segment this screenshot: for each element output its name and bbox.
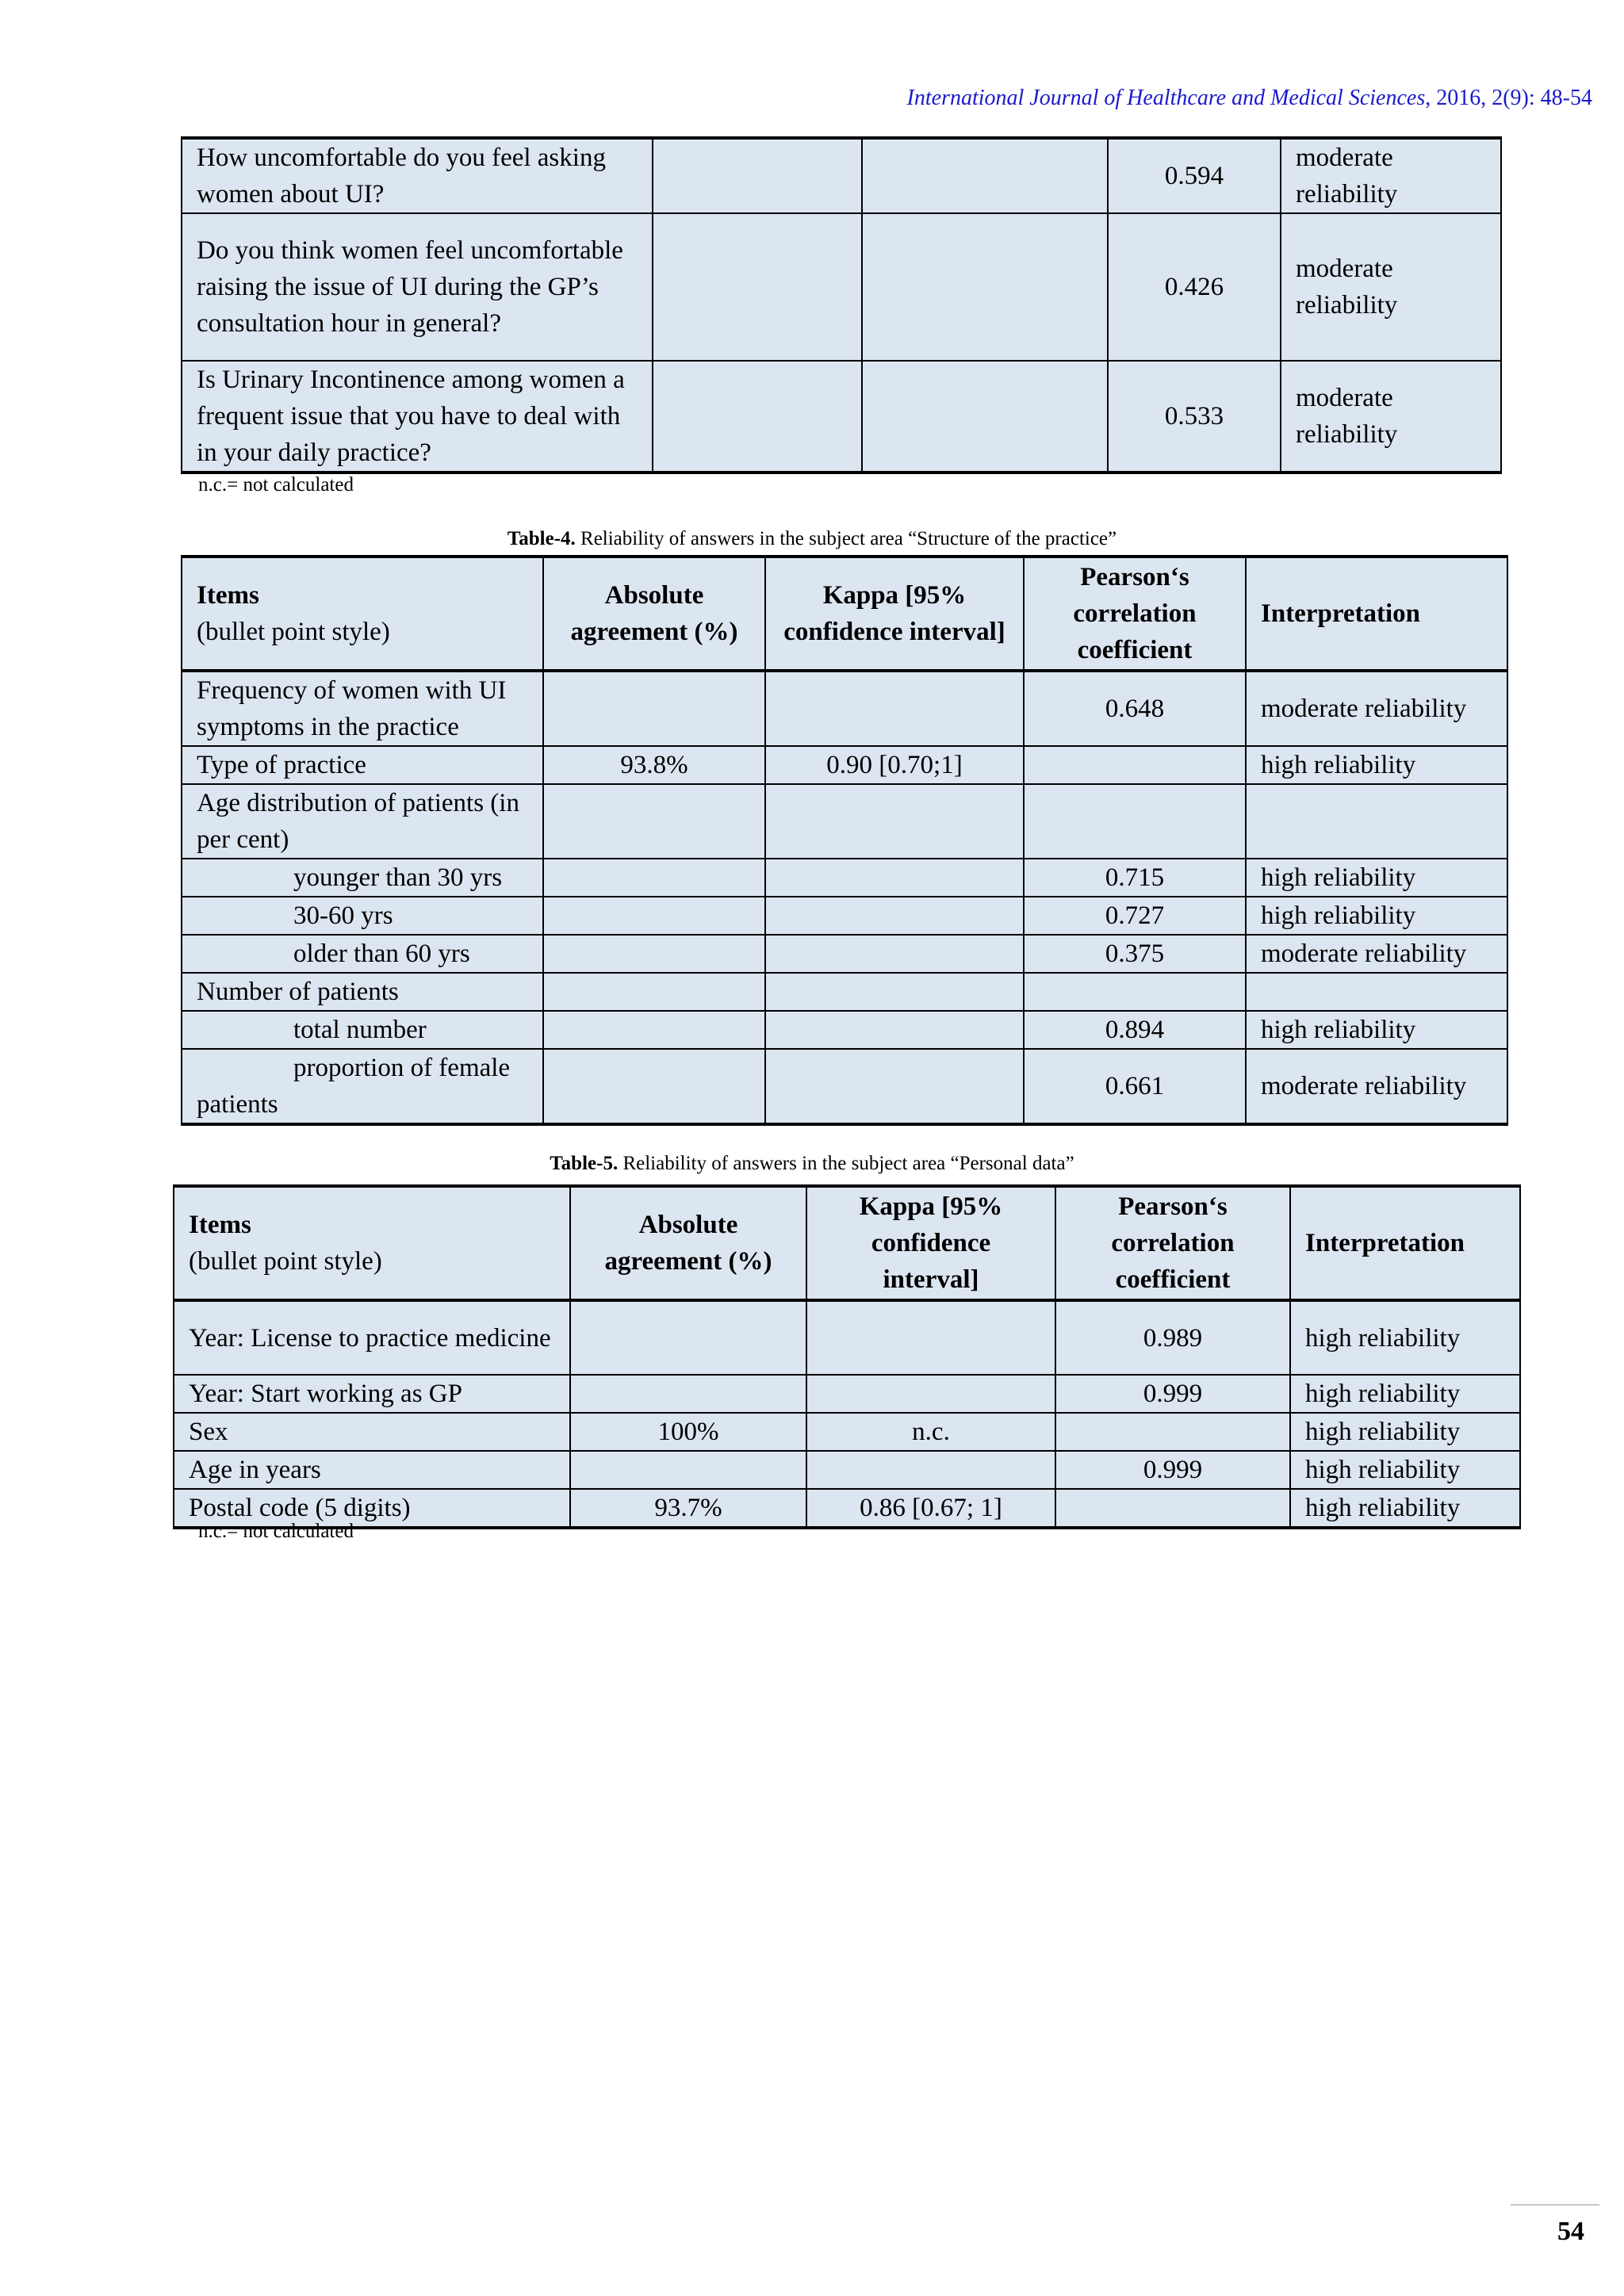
absolute-cell — [543, 859, 765, 897]
absolute-cell — [543, 1049, 765, 1124]
table-5-caption — [0, 1153, 1624, 1175]
interpretation-cell: high reliability — [1290, 1413, 1520, 1451]
item-cell: Do you think women feel uncomfortable raising the issue of UI during the GP’s consultation hour in general? — [182, 213, 653, 361]
table-row — [182, 935, 1507, 973]
absolute-cell — [653, 138, 862, 213]
interpretation-cell: high reliability — [1290, 1375, 1520, 1413]
interpretation-cell: moderate reliability — [1281, 361, 1501, 473]
pearson-header: Pearson‘s correlation coefficient — [1055, 1186, 1290, 1300]
item-cell: proportion of female patients — [182, 1049, 543, 1124]
items-subheader: (bullet point style) — [197, 618, 390, 646]
table-row — [182, 897, 1507, 935]
item-cell: Is Urinary Incontinence among women a frequent issue that you have to deal with in your daily practice? — [182, 361, 653, 473]
kappa-cell — [806, 1300, 1055, 1375]
interpretation-header: Interpretation — [1290, 1186, 1520, 1300]
kappa-cell — [806, 1375, 1055, 1413]
pearson-cell: 0.727 — [1024, 897, 1246, 935]
pearson-cell: 0.989 — [1055, 1300, 1290, 1375]
items-header: Items (bullet point style) — [174, 1186, 570, 1300]
page-number: 54 — [1557, 2217, 1584, 2246]
pearson-cell: 0.999 — [1055, 1451, 1290, 1489]
interpretation-cell: moderate reliability — [1246, 935, 1507, 973]
absolute-cell: 93.8% — [543, 746, 765, 784]
table-row — [182, 784, 1507, 859]
pearson-cell — [1024, 746, 1246, 784]
absolute-header: Absolute agreement (%) — [543, 557, 765, 671]
table-4-caption-text: Reliability of answers in the subject area “Structure of the practice” — [575, 528, 1117, 549]
item-cell: total number — [182, 1011, 543, 1049]
table-header-row — [182, 557, 1507, 671]
interpretation-header: Interpretation — [1246, 557, 1507, 671]
interpretation-cell — [1246, 973, 1507, 1011]
absolute-cell — [653, 361, 862, 473]
item-cell: Type of practice — [182, 746, 543, 784]
pearson-header: Pearson‘s correlation coefficient — [1024, 557, 1246, 671]
absolute-cell — [543, 1011, 765, 1049]
interpretation-cell: moderate reliability — [1281, 138, 1501, 213]
absolute-cell — [570, 1375, 806, 1413]
pearson-cell: 0.533 — [1108, 361, 1281, 473]
interpretation-cell — [1246, 784, 1507, 859]
pearson-cell: 0.594 — [1108, 138, 1281, 213]
kappa-cell: n.c. — [806, 1413, 1055, 1451]
item-cell: Frequency of women with UI symptoms in the practice — [182, 671, 543, 746]
journal-name: International Journal of Healthcare and Medical Sciences — [906, 86, 1426, 110]
kappa-cell — [765, 784, 1024, 859]
kappa-header: Kappa [95% confidence interval] — [765, 557, 1024, 671]
item-cell: older than 60 yrs — [182, 935, 543, 973]
pearson-cell: 0.999 — [1055, 1375, 1290, 1413]
item-cell: younger than 30 yrs — [182, 859, 543, 897]
item-cell: Year: Start working as GP — [174, 1375, 570, 1413]
absolute-cell — [543, 897, 765, 935]
absolute-cell — [543, 973, 765, 1011]
absolute-cell — [653, 213, 862, 361]
pearson-cell: 0.661 — [1024, 1049, 1246, 1124]
kappa-cell — [765, 859, 1024, 897]
kappa-cell: 0.90 [0.70;1] — [765, 746, 1024, 784]
table-4 — [181, 555, 1508, 1126]
kappa-cell — [862, 361, 1108, 473]
table-row — [182, 213, 1501, 361]
table-5-label: Table-5. — [550, 1153, 619, 1174]
table-row — [182, 973, 1507, 1011]
pearson-cell: 0.894 — [1024, 1011, 1246, 1049]
table-row — [182, 1049, 1507, 1124]
journal-citation: , 2016, 2(9): 48-54 — [1425, 86, 1592, 110]
table-5-caption-text: Reliability of answers in the subject area “Personal data” — [618, 1153, 1074, 1174]
item-cell: Age distribution of patients (in per cent) — [182, 784, 543, 859]
pearson-cell — [1024, 784, 1246, 859]
table-5 — [173, 1184, 1521, 1529]
table-3-note: n.c.= not calculated — [198, 474, 354, 496]
table-4-label: Table-4. — [507, 528, 576, 549]
items-header: Items (bullet point style) — [182, 557, 543, 671]
table-row — [182, 671, 1507, 746]
table-row — [182, 859, 1507, 897]
pearson-cell: 0.426 — [1108, 213, 1281, 361]
kappa-cell — [765, 1049, 1024, 1124]
pearson-cell: 0.715 — [1024, 859, 1246, 897]
interpretation-cell: moderate reliability — [1246, 1049, 1507, 1124]
item-cell: Age in years — [174, 1451, 570, 1489]
pearson-cell — [1024, 973, 1246, 1011]
table-3-continued — [181, 136, 1502, 474]
table-row — [174, 1413, 1520, 1451]
interpretation-cell: high reliability — [1290, 1489, 1520, 1528]
kappa-cell — [765, 1011, 1024, 1049]
pearson-cell: 0.648 — [1024, 671, 1246, 746]
table-row — [174, 1451, 1520, 1489]
absolute-cell — [570, 1451, 806, 1489]
table-row — [174, 1300, 1520, 1375]
kappa-cell — [765, 935, 1024, 973]
kappa-cell — [862, 138, 1108, 213]
item-cell: 30-60 yrs — [182, 897, 543, 935]
absolute-cell — [543, 784, 765, 859]
absolute-header: Absolute agreement (%) — [570, 1186, 806, 1300]
table-row — [174, 1375, 1520, 1413]
kappa-cell — [765, 897, 1024, 935]
table-row — [182, 138, 1501, 213]
pearson-cell — [1055, 1489, 1290, 1528]
interpretation-cell: high reliability — [1246, 746, 1507, 784]
pearson-cell: 0.375 — [1024, 935, 1246, 973]
absolute-cell — [543, 671, 765, 746]
absolute-cell — [570, 1300, 806, 1375]
table-row — [182, 1011, 1507, 1049]
items-subheader: (bullet point style) — [189, 1247, 382, 1276]
table-row — [182, 361, 1501, 473]
kappa-cell — [765, 973, 1024, 1011]
table-row — [174, 1489, 1520, 1528]
absolute-cell — [543, 935, 765, 973]
kappa-cell — [862, 213, 1108, 361]
kappa-cell: 0.86 [0.67; 1] — [806, 1489, 1055, 1528]
interpretation-cell: high reliability — [1290, 1451, 1520, 1489]
item-cell: How uncomfortable do you feel asking women about UI? — [182, 138, 653, 213]
interpretation-cell: high reliability — [1246, 1011, 1507, 1049]
kappa-cell — [806, 1451, 1055, 1489]
item-cell: Sex — [174, 1413, 570, 1451]
footer-rule — [1511, 2204, 1599, 2206]
absolute-cell: 100% — [570, 1413, 806, 1451]
kappa-cell — [765, 671, 1024, 746]
interpretation-cell: moderate reliability — [1281, 213, 1501, 361]
interpretation-cell: high reliability — [1246, 859, 1507, 897]
table-row — [182, 746, 1507, 784]
running-header — [907, 86, 1592, 111]
interpretation-cell: moderate reliability — [1246, 671, 1507, 746]
pearson-cell — [1055, 1413, 1290, 1451]
kappa-header: Kappa [95% confidence interval] — [806, 1186, 1055, 1300]
interpretation-cell: high reliability — [1246, 897, 1507, 935]
table-header-row — [174, 1186, 1520, 1300]
interpretation-cell: high reliability — [1290, 1300, 1520, 1375]
absolute-cell: 93.7% — [570, 1489, 806, 1528]
item-cell: Number of patients — [182, 973, 543, 1011]
table-4-caption — [0, 528, 1624, 550]
table-5-note: n.c.= not calculated — [198, 1521, 354, 1542]
item-cell: Year: License to practice medicine — [174, 1300, 570, 1375]
item-cell: Postal code (5 digits) — [174, 1489, 570, 1528]
